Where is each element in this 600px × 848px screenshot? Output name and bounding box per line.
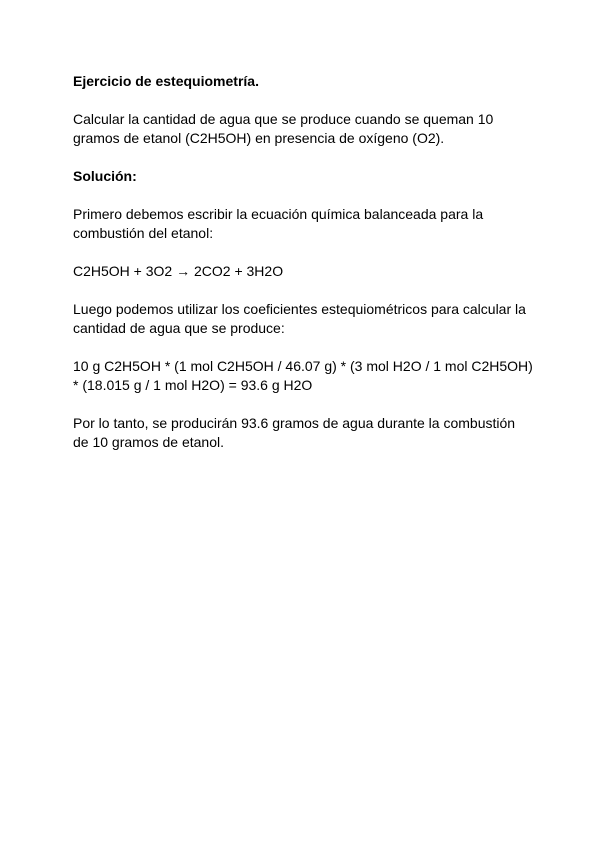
balanced-equation: C2H5OH + 3O2 → 2CO2 + 3H2O — [73, 263, 284, 279]
document-body — [73, 72, 533, 452]
solution-heading: Solución: — [73, 168, 137, 184]
solution-intro: Primero debemos escribir la ecuación química balanceada para la combustión del etanol: — [73, 206, 484, 241]
problem-statement: Calcular la cantidad de agua que se produce cuando se queman 10 gramos de etanol (C2H5OH) en presencia de oxígeno (O2). — [73, 111, 494, 146]
method-paragraph: Luego podemos utilizar los coeficientes estequiométricos para calcular la cantidad de agua que se produce: — [73, 301, 526, 336]
conclusion-paragraph: Por lo tanto, se producirán 93.6 gramos de agua durante la combustión de 10 gramos de etanol. — [73, 415, 516, 450]
calculation-line: 10 g C2H5OH * (1 mol C2H5OH / 46.07 g) * (3 mol H2O / 1 mol C2H5OH) * (18.015 g / 1 mol H2O) = 93.6 g H2O — [73, 358, 533, 393]
exercise-title: Ejercicio de estequiometría. — [73, 73, 259, 89]
